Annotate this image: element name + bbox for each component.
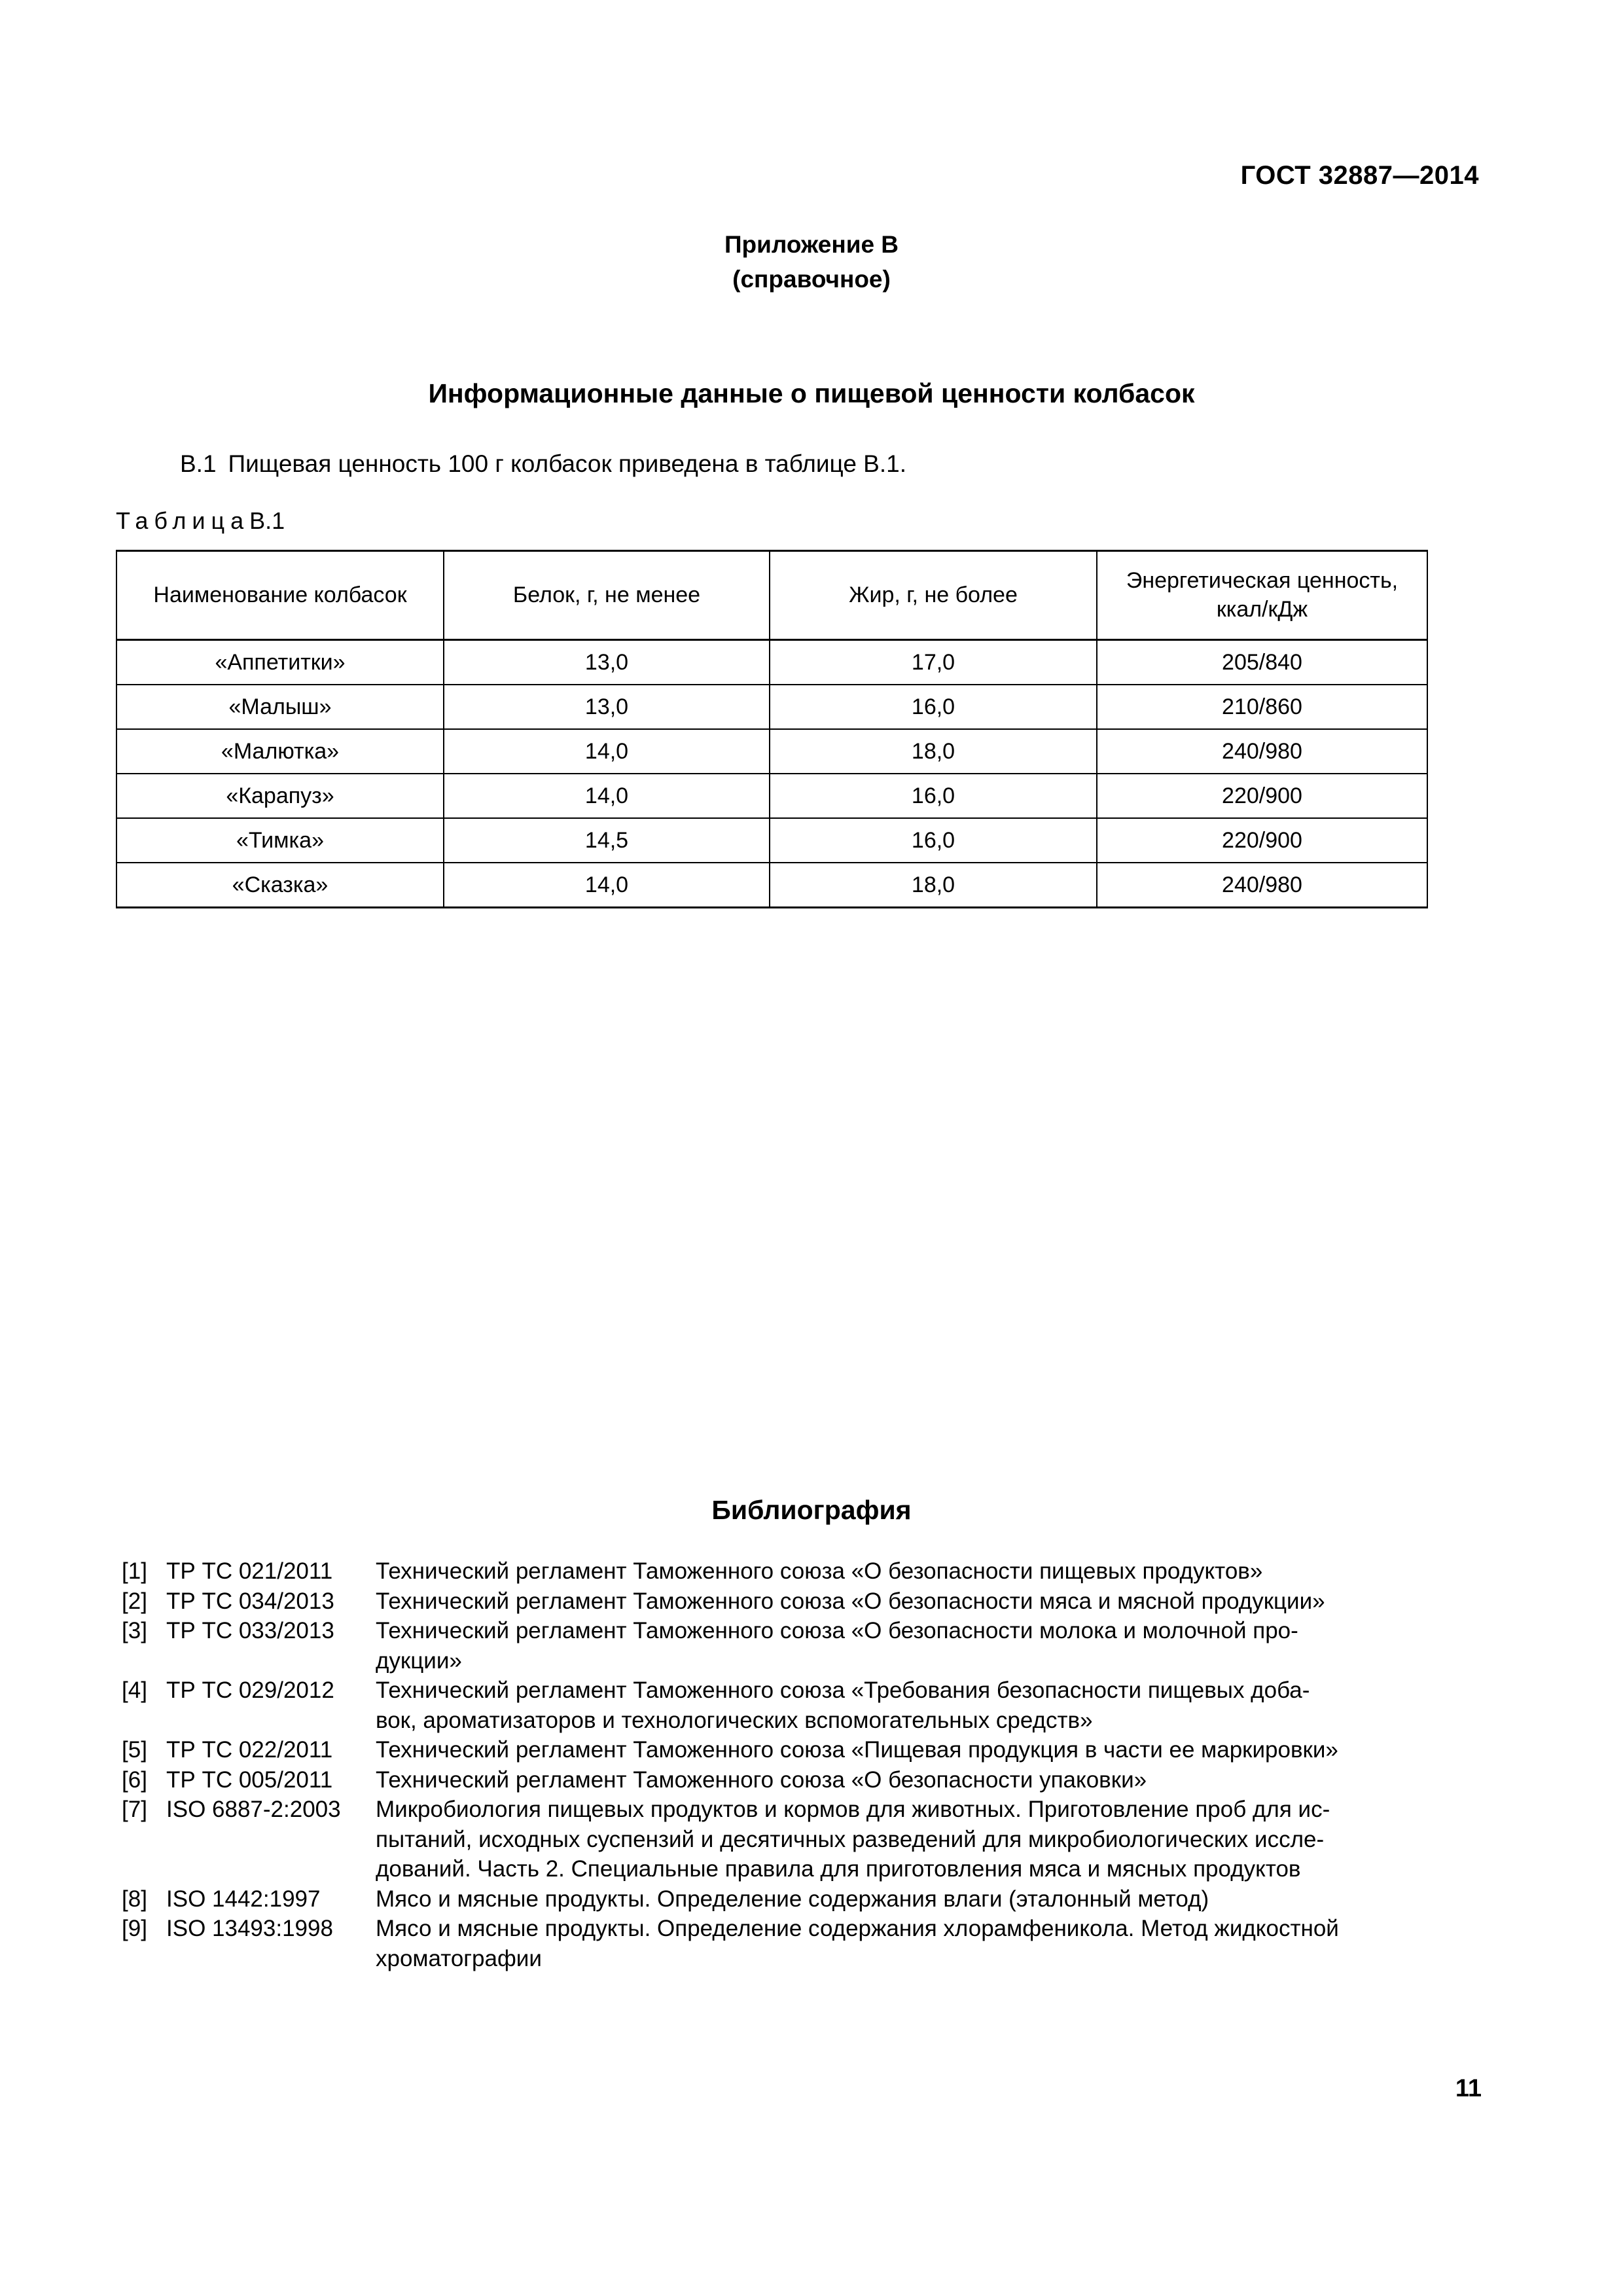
bibliography-description-line: Мясо и мясные продукты. Определение содержания влаги (эталонный метод): [376, 1886, 1209, 1912]
table-row: [116, 774, 1427, 818]
bibliography-ref-number: [1]: [122, 1558, 147, 1584]
column-header-fat-line: Жир, г, не более: [849, 582, 1018, 607]
table-header: [116, 551, 1427, 640]
appendix-label: Приложение В: [724, 231, 899, 258]
cell-energy: 240/980: [1097, 729, 1427, 774]
bibliography-document-code: ISO 6887-2:2003: [166, 1797, 341, 1822]
bibliography-document-code: ТР ТС 022/2011: [166, 1737, 333, 1763]
cell-protein: 14,0: [444, 863, 770, 908]
column-header-protein: [444, 551, 770, 640]
bibliography-entry: [122, 1587, 1522, 1617]
bibliography-document-code: ТР ТС 034/2013: [166, 1588, 334, 1614]
intro-paragraph-text: Пищевая ценность 100 г колбасок приведена в таблице В.1.: [228, 450, 906, 477]
cell-energy: 220/900: [1097, 774, 1427, 818]
cell-protein: 13,0: [444, 640, 770, 685]
bibliography-document-code: ТР ТС 029/2012: [166, 1677, 334, 1703]
cell-product-name: «Сказка»: [116, 863, 444, 908]
table-header-row: [116, 551, 1427, 640]
bibliography-ref-number: [7]: [122, 1797, 147, 1822]
bibliography-document-code: ТР ТС 005/2011: [166, 1767, 333, 1793]
table-row: [116, 863, 1427, 908]
cell-product-name: «Карапуз»: [116, 774, 444, 818]
bibliography-entry: [122, 1765, 1522, 1795]
bibliography-entry: [122, 1914, 1522, 1973]
cell-fat: 16,0: [770, 685, 1097, 729]
table-caption-word: Таблица: [116, 507, 250, 534]
bibliography-title: Библиография: [711, 1495, 912, 1525]
bibliography-document-code: ТР ТС 021/2011: [166, 1558, 333, 1584]
cell-product-name: «Малыш»: [116, 685, 444, 729]
bibliography-description: [376, 1676, 1522, 1735]
bibliography-description: [376, 1556, 1522, 1587]
intro-paragraph: [180, 450, 906, 478]
cell-protein: 13,0: [444, 685, 770, 729]
bibliography-entry: [122, 1884, 1522, 1914]
bibliography-description-line: хроматографии: [376, 1945, 542, 1971]
bibliography-description-line: Мясо и мясные продукты. Определение содержания хлорамфеникола. Метод жидкостной: [376, 1916, 1339, 1941]
bibliography-ref-number: [6]: [122, 1767, 147, 1793]
bibliography-entry: [122, 1556, 1522, 1587]
cell-energy: 205/840: [1097, 640, 1427, 685]
bibliography-description-line: Технический регламент Таможенного союза «О безопасности упаковки»: [376, 1767, 1147, 1793]
cell-product-name: «Тимка»: [116, 818, 444, 863]
bibliography-description-line: Технический регламент Таможенного союза «О безопасности пищевых продуктов»: [376, 1558, 1263, 1584]
cell-protein: 14,0: [444, 774, 770, 818]
bibliography-description: [376, 1735, 1522, 1765]
bibliography-ref-number: [9]: [122, 1916, 147, 1941]
bibliography-description: [376, 1795, 1522, 1884]
bibliography-description-line: Технический регламент Таможенного союза «Пищевая продукция в части ее маркировки»: [376, 1737, 1338, 1763]
bibliography-description-line: дукции»: [376, 1647, 462, 1674]
appendix-kind: (справочное): [732, 265, 891, 293]
cell-fat: 18,0: [770, 729, 1097, 774]
bibliography-description-line: Микробиология пищевых продуктов и кормов для животных. Приготовление проб для ис-: [376, 1797, 1330, 1822]
cell-energy: 240/980: [1097, 863, 1427, 908]
bibliography-ref-number: [3]: [122, 1618, 147, 1643]
cell-energy: 210/860: [1097, 685, 1427, 729]
bibliography-entry: [122, 1676, 1522, 1735]
table-body: [116, 640, 1427, 908]
bibliography-description-line: Технический регламент Таможенного союза «Требования безопасности пищевых доба-: [376, 1677, 1310, 1703]
bibliography-entry: [122, 1795, 1522, 1884]
bibliography-description: [376, 1914, 1522, 1973]
cell-protein: 14,5: [444, 818, 770, 863]
bibliography-description: [376, 1616, 1522, 1676]
cell-fat: 18,0: [770, 863, 1097, 908]
document-header-standard-number: ГОСТ 32887—2014: [1240, 161, 1479, 190]
bibliography-document-code: ISO 1442:1997: [166, 1886, 321, 1912]
bibliography-description-line: Технический регламент Таможенного союза «О безопасности мяса и мясной продукции»: [376, 1588, 1325, 1614]
table-row: [116, 640, 1427, 685]
cell-product-name: «Аппетитки»: [116, 640, 444, 685]
cell-product-name: «Малютка»: [116, 729, 444, 774]
column-header-name-line: Наименование колбасок: [153, 582, 407, 607]
cell-protein: 14,0: [444, 729, 770, 774]
column-header-energy: [1097, 551, 1427, 640]
column-header-fat: [770, 551, 1097, 640]
bibliography-ref-number: [2]: [122, 1588, 147, 1614]
bibliography-ref-number: [8]: [122, 1886, 147, 1912]
cell-fat: 17,0: [770, 640, 1097, 685]
bibliography-entry: [122, 1616, 1522, 1676]
table-caption-number: В.1: [249, 507, 285, 534]
intro-paragraph-number: В.1: [180, 450, 217, 477]
column-header-energy-line1: Энергетическая ценность,: [1126, 567, 1399, 593]
nutrition-value-table: [116, 550, 1428, 908]
appendix-heading: [0, 228, 1623, 296]
table-row: [116, 685, 1427, 729]
bibliography-description: [376, 1765, 1522, 1795]
cell-energy: 220/900: [1097, 818, 1427, 863]
bibliography-list: [122, 1556, 1522, 1973]
column-header-name: [116, 551, 444, 640]
column-header-protein-line: Белок, г, не менее: [512, 582, 701, 607]
cell-fat: 16,0: [770, 774, 1097, 818]
table-row: [116, 818, 1427, 863]
bibliography-description-line: вок, ароматизаторов и технологических вспомогательных средств»: [376, 1707, 1093, 1733]
bibliography-description: [376, 1587, 1522, 1617]
table-caption: [116, 507, 285, 535]
bibliography-ref-number: [4]: [122, 1677, 147, 1703]
bibliography-description: [376, 1884, 1522, 1914]
bibliography-document-code: ТР ТС 033/2013: [166, 1618, 334, 1643]
bibliography-document-code: ISO 13493:1998: [166, 1916, 333, 1941]
cell-fat: 16,0: [770, 818, 1097, 863]
bibliography-ref-number: [5]: [122, 1737, 147, 1763]
bibliography-description-line: дований. Часть 2. Специальные правила для приготовления мяса и мясных продуктов: [376, 1856, 1301, 1882]
bibliography-entry: [122, 1735, 1522, 1765]
column-header-energy-line2: ккал/кДж: [1216, 596, 1308, 622]
bibliography-description-line: пытаний, исходных суспензий и десятичных разведений для микробиологических иссле-: [376, 1826, 1325, 1852]
page-number: 11: [1455, 2075, 1482, 2102]
bibliography-description-line: Технический регламент Таможенного союза «О безопасности молока и молочной про-: [376, 1618, 1298, 1643]
table-row: [116, 729, 1427, 774]
appendix-title: Информационные данные о пищевой ценности колбасок: [428, 378, 1195, 408]
